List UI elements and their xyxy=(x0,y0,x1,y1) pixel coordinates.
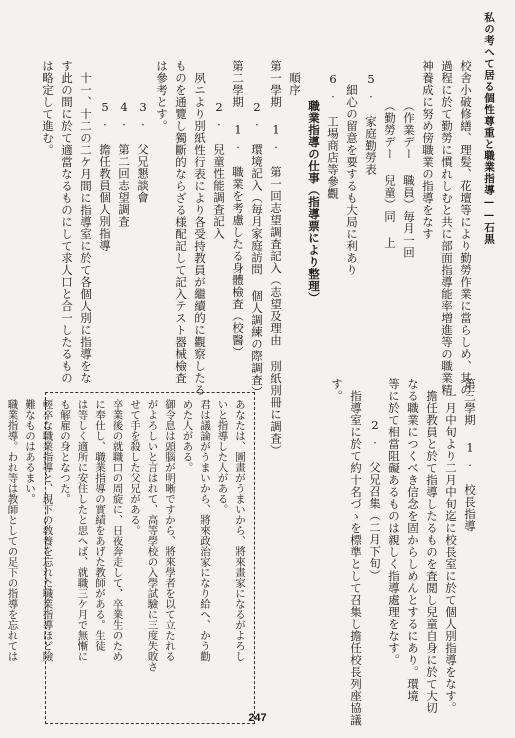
text-line: 夙ニより別紙性行表により各受持教員が繼續的に觀察したる xyxy=(193,72,207,396)
text-line: 校舎小破修繕、理髪、花壇等により勤勞作業に當らしめ、其の xyxy=(459,60,473,396)
text-line: 等に於て相當阻礙あるものは親しく指導處理をなす。 xyxy=(387,378,401,666)
text-line: す此の間に於て適當なるものにして求人口と合一したるもの xyxy=(60,60,74,384)
text-line: す。 xyxy=(330,378,344,402)
text-line: （作業デー 職員）毎月一回 xyxy=(402,100,416,259)
list-heading: 5. 家庭勤勞表 xyxy=(364,72,378,176)
text-line: 神養成に努め傍職業の指導をなす xyxy=(421,60,435,240)
text-line: 第二學期 1. 職業を考慮したる身體檢査（校醫） xyxy=(231,60,245,358)
text-line: ものを通覽し獨斷的ならざる様配記して記入テスト器械檢査 xyxy=(174,60,188,384)
text-line: も解雇の身となつた。 xyxy=(59,399,71,504)
text-line: は略定して進む。 xyxy=(41,60,55,156)
text-line: 一月中旬より二月中旬迄に校長室に於て個人別指導をなす。 xyxy=(444,390,458,714)
running-header: 私の考へて居る個性尊重と職業指導——石黒 xyxy=(483,12,495,245)
text-line: あなたは、圖畫がうまいから、將來畫家になるがよろし xyxy=(234,399,246,662)
text-line: 2. 環境記入（毎月家庭訪問 個人調練の際調査） xyxy=(250,100,264,398)
text-line: 卒業後の就職口の周旋に、日夜奔走して、卒業生のため xyxy=(111,399,124,662)
text-line: 4. 第二回志望調査 xyxy=(117,100,131,228)
text-line: 擔任教員と於て指導したるものを査閲し兒童自身に於て大切 xyxy=(425,390,439,714)
text-line: 十一、十二の二ケ月間に指導室に於て各個人別に指導をな xyxy=(79,72,93,384)
third-term-block xyxy=(327,378,479,726)
text-line: なる職業につくべき信念を固からしめんとするにあり。環境 xyxy=(406,378,420,702)
text-line: 難なものはあるまい。 xyxy=(24,399,36,504)
text-line: 細心の留意を要するも大局に利あり xyxy=(345,84,359,276)
list-heading: 2. 父兄召集（二月下旬） xyxy=(368,418,382,582)
text-line: いと指導した人がある。 xyxy=(216,399,229,515)
text-line: 指導室に於て約十名づゝを標準として召集し擔任校長列座協議 xyxy=(349,390,363,726)
text-line: 第一學期 1. 第一回志望調査記入（志望及理由 別紙別冊に調査） xyxy=(269,60,283,457)
page-number: 247 xyxy=(248,712,267,724)
section-heading: 第三學期 1. 校長指導 xyxy=(463,378,477,532)
text-line: は參考とす。 xyxy=(155,60,169,132)
text-line: がよろしいと言はれて、高等學校の入學試驗に三度失敗さ xyxy=(146,399,159,672)
text-line: 3. 父兄懇談會 xyxy=(136,100,150,204)
text-line: めた人がある。 xyxy=(181,399,194,473)
text-line: 職業指導。われ等は教師としての足下の指導を忘れては xyxy=(6,399,19,662)
section-heading: 職業指導の仕事（指導票により整理） xyxy=(307,100,321,304)
text-line: せて手を殺した父兄がある。 xyxy=(129,399,141,536)
dashed-sidebar-box xyxy=(6,392,255,724)
text-line: は等しく適所に安住したと思へば、就職三ケ月で無慚に xyxy=(76,399,89,662)
sidebar-text xyxy=(6,399,248,717)
text-line: 2. 兒童性能調査記入 xyxy=(212,100,226,240)
text-line: 過程に於て勤勞に慣れしむと共に部面指導能率増進等の職業精 xyxy=(440,60,454,396)
text-line: 輕卒な職業指導と、現下の敎養を忘れた職業指導ほど險 xyxy=(41,399,54,662)
text-line: 5. 擔任教員個人別指導 xyxy=(98,100,112,252)
text-line: に奉仕し、職業指導の實績をあげた教師がある。生徒 xyxy=(94,399,106,651)
text-line: 順序 xyxy=(288,72,302,96)
text-line: 君は議論がうまいから、將來政治家になり給へ、かう勸 xyxy=(199,399,211,662)
text-line: （勤勞デー 兒童）同 上 xyxy=(383,100,397,249)
list-heading: 6. 工場商店等參觀 xyxy=(326,72,340,200)
text-line: 御令息は頭腦が明晰ですから、將來學者を以て立たれる xyxy=(164,399,176,662)
